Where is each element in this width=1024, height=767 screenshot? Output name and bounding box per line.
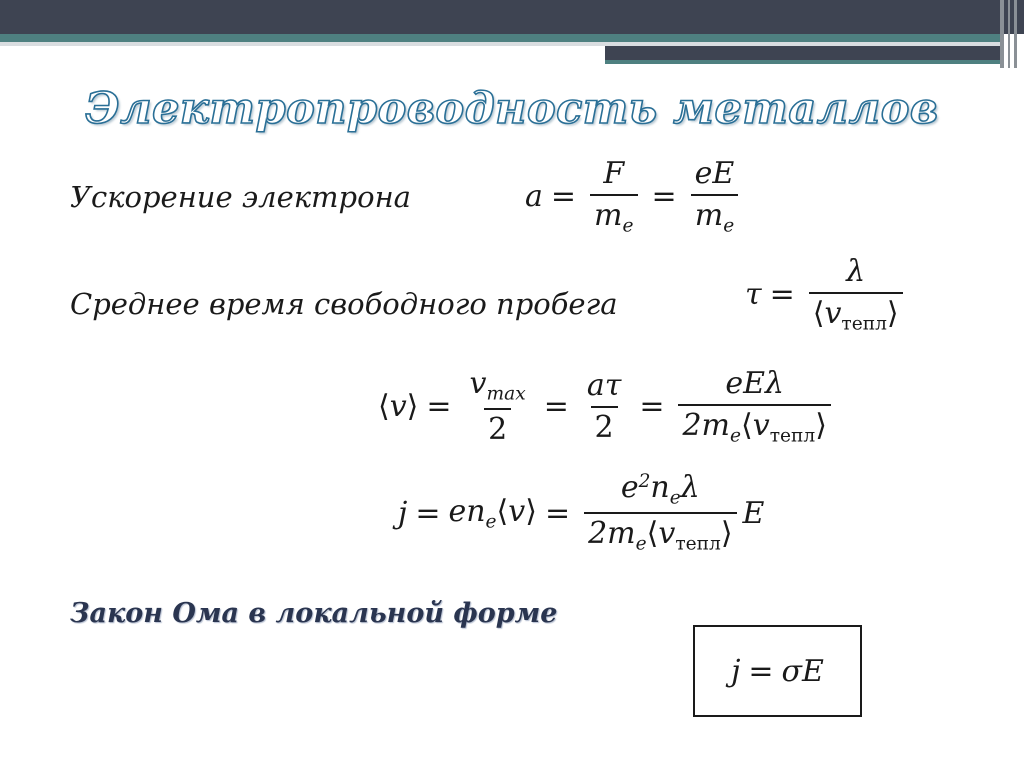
fraction-numerator: F: [603, 156, 625, 191]
formula-operator: =: [550, 179, 577, 215]
fraction-denominator: $m_e$: [590, 194, 637, 236]
formula-operator: =: [748, 653, 774, 689]
formula-term: E: [742, 495, 765, 531]
formula-acceleration: [525, 158, 744, 236]
fraction: [466, 368, 530, 446]
formula-free-path-time: [745, 256, 909, 334]
slide-title: Электропроводность металлов: [85, 84, 939, 134]
fraction-numerator: aτ: [586, 368, 622, 404]
fraction-denominator: $⟨v_{тепл}⟩$: [809, 292, 903, 334]
header-vertical-bar: [1008, 0, 1010, 68]
formula-average-velocity: [378, 368, 837, 446]
fraction: [678, 368, 830, 446]
fraction: [691, 158, 739, 236]
header-stripe-teal: [0, 34, 1000, 42]
label-free-path-time: Среднее время свободного пробега: [70, 287, 618, 321]
formula-term: τ: [745, 277, 762, 313]
formula-ohm-box: [693, 625, 862, 717]
fraction-denominator: 2: [484, 408, 511, 446]
fraction-numerator: eEλ: [725, 366, 785, 401]
label-ohm-local: Закон Ома в локальной форме: [70, 598, 558, 629]
fraction-numerator: eE: [694, 156, 735, 191]
formula-operator: =: [639, 389, 665, 425]
header-vertical-bar: [1014, 0, 1017, 68]
fraction-denominator: $2m_e⟨v_{тепл}⟩$: [584, 512, 736, 554]
formula-term: $en_e⟨v⟩$: [448, 493, 537, 533]
header-vertical-bar: [1000, 0, 1004, 68]
header-bar: [0, 0, 1024, 34]
formula-current-density: [398, 472, 764, 554]
formula-term: j: [398, 495, 408, 531]
fraction-numerator: λ: [846, 254, 866, 289]
fraction-denominator: 2: [591, 406, 618, 444]
formula-operator: =: [543, 389, 569, 425]
fraction-denominator: $m_e$: [691, 194, 738, 236]
formula-operator: =: [651, 179, 677, 215]
fraction: [590, 158, 637, 236]
fraction-numerator: $e^2n_e\lambda$: [620, 470, 700, 509]
fraction: [583, 370, 625, 443]
fraction-denominator: $2m_e⟨v_{тепл}⟩$: [678, 404, 830, 446]
header-stripe-dark-right: [605, 46, 1000, 60]
fraction: [809, 256, 903, 334]
formula-operator: =: [544, 495, 571, 531]
fraction: [584, 472, 736, 554]
fraction-numerator: $v_{max}$: [469, 366, 526, 405]
formula-operator: =: [769, 277, 795, 313]
formula-term: j: [731, 653, 741, 689]
formula-term: ⟨v⟩: [378, 389, 419, 425]
formula-operator: =: [415, 495, 441, 531]
formula-term: a: [525, 179, 543, 215]
label-acceleration: Ускорение электрона: [70, 180, 411, 214]
formula-term: σE: [781, 653, 824, 689]
header-stripe-teal-right: [605, 60, 1000, 64]
formula-operator: =: [426, 389, 452, 425]
